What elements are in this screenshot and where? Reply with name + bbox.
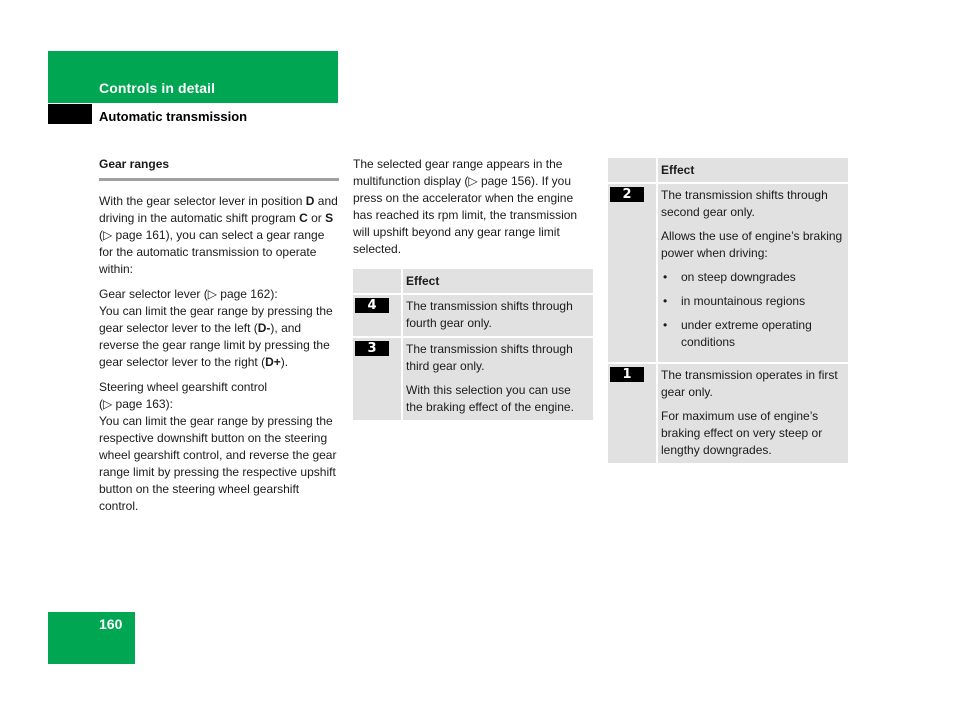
intro-text-3: (▷ page 161), you can select a gear range for the automatic transmission to operate within: bbox=[99, 228, 325, 276]
gear-number-cell bbox=[353, 294, 402, 337]
lever-heading: Gear selector lever (▷ page 162): bbox=[99, 287, 278, 301]
effect-text: For maximum use of engine’s braking effect on very steep or lengthy downgrades. bbox=[661, 409, 823, 457]
gear-number-cell bbox=[608, 183, 657, 363]
lever-paragraph bbox=[99, 286, 339, 371]
effect-cell bbox=[657, 183, 848, 363]
effect-text: Allows the use of engine’s braking power when driving: bbox=[661, 229, 843, 260]
gear-number-badge: 4 bbox=[355, 298, 389, 313]
lever-text-1: You can limit the gear range by pressing the gear selector lever to the left ( bbox=[99, 304, 333, 335]
effect-text: The transmission shifts through fourth gear only. bbox=[406, 299, 573, 330]
effect-header: Effect bbox=[657, 158, 848, 183]
gear-number-cell bbox=[353, 337, 402, 420]
page-subtitle: Automatic transmission bbox=[99, 109, 248, 124]
table-header-row bbox=[353, 269, 593, 294]
gear-number-badge: 1 bbox=[610, 367, 644, 382]
page-number: 160 bbox=[99, 616, 123, 632]
steering-text: You can limit the gear range by pressing the respective downshift button on the steering wheel gearshift control, and reverse the gear range limit by pressing the respective upshift button on the steering wheel gearshift control. bbox=[99, 414, 337, 513]
table-row bbox=[608, 183, 848, 363]
section-title: Controls in detail bbox=[99, 80, 216, 96]
gear-number-badge: 3 bbox=[355, 341, 389, 356]
gear-number-badge: 2 bbox=[610, 187, 644, 202]
effect-header: Effect bbox=[402, 269, 593, 294]
position-d: D bbox=[305, 194, 315, 208]
intro-or: or bbox=[307, 211, 326, 225]
column-left bbox=[99, 156, 339, 523]
effect-text: The transmission shifts through third gear only. bbox=[406, 342, 573, 373]
program-s: S bbox=[325, 211, 334, 225]
gear-ranges-heading: Gear ranges bbox=[99, 156, 339, 181]
column-middle bbox=[353, 156, 593, 266]
table-row bbox=[353, 337, 593, 420]
gear-table-4-3 bbox=[353, 269, 593, 420]
steering-heading: Steering wheel gearshift control bbox=[99, 380, 268, 394]
lever-text-2: ), and reverse the gear range limit by pressing the gear selector lever to the right ( bbox=[99, 321, 330, 369]
display-paragraph: The selected gear range appears in the multifunction display (▷ page 156). If you press on the accelerator when the engine has reached its rpm limit, the transmission will upshift beyond any gear range limit selected. bbox=[353, 157, 578, 256]
intro-text-1: With the gear selector lever in position bbox=[99, 194, 306, 208]
intro-paragraph bbox=[99, 193, 339, 278]
table-row bbox=[353, 294, 593, 337]
gear-number-cell bbox=[608, 363, 657, 463]
header-blank-cell bbox=[608, 158, 657, 183]
bullet-item: • in mountainous regions bbox=[661, 293, 844, 310]
steering-paragraph bbox=[99, 379, 339, 515]
effect-text: The transmission operates in first gear only. bbox=[661, 368, 838, 399]
steering-page-ref: (▷ page 163): bbox=[99, 397, 173, 411]
effect-cell bbox=[402, 337, 593, 420]
effect-cell bbox=[402, 294, 593, 337]
table-row bbox=[608, 363, 848, 463]
bullet-item: • under extreme operating conditions bbox=[661, 317, 844, 351]
intro-text-2: and driving in the automatic shift program bbox=[99, 194, 338, 225]
header-blank-cell bbox=[353, 269, 402, 294]
effect-cell bbox=[657, 363, 848, 463]
section-tab-marker bbox=[48, 104, 92, 124]
d-plus: D+ bbox=[265, 355, 281, 369]
effect-text: With this selection you can use the braking effect of the engine. bbox=[406, 383, 574, 414]
bullet-item: • on steep downgrades bbox=[661, 269, 844, 286]
effect-text: The transmission shifts through second gear only. bbox=[661, 188, 828, 219]
d-minus: D- bbox=[257, 321, 271, 335]
lever-text-3: ). bbox=[280, 355, 289, 369]
table-header-row bbox=[608, 158, 848, 183]
program-c: C bbox=[299, 211, 308, 225]
gear-table-2-1 bbox=[608, 158, 848, 463]
